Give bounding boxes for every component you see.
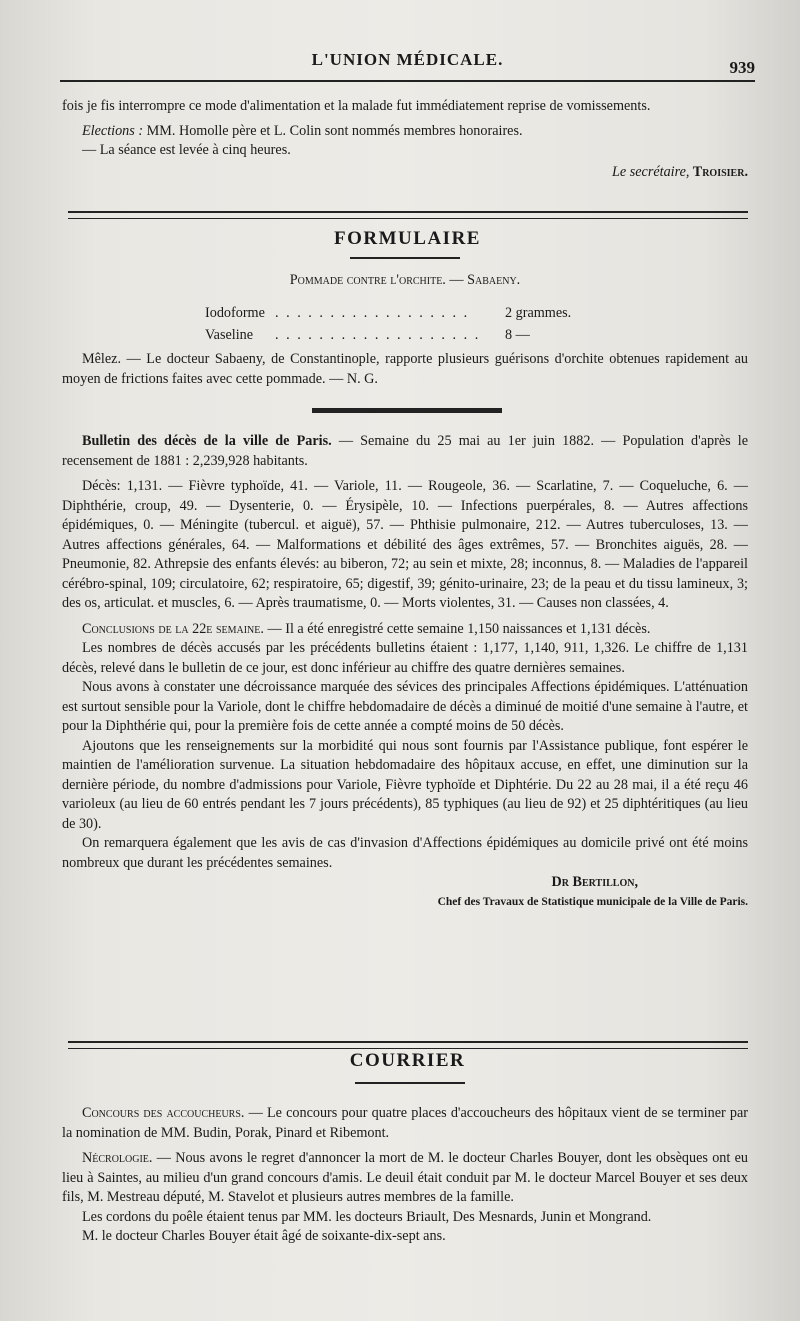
page-number: 939 <box>729 58 755 77</box>
secretary-name: Troisier. <box>689 163 748 180</box>
age-paragraph: M. le docteur Charles Bouyer était âgé de soixante-dix-sept ans. <box>82 1228 446 1244</box>
concours-text: — Le concours pour quatre places d'accoucheurs des hôpitaux vient de se terminer par la nomination de MM. Budin, Porak, Pinard et Ribemont. <box>62 1105 748 1141</box>
conclusions-paragraph <box>62 620 748 640</box>
secretary-signature <box>62 163 748 183</box>
section-divider <box>68 211 748 219</box>
header-rule <box>60 80 755 82</box>
necrologie-text: — Nous avons le regret d'annoncer la mort de M. le docteur Charles Bouyer, dont les obsèques ont eu lieu à Saintes, au milieu d'un grand concours d'amis. Le deuil était conduit par M. le docteur Marcel Bouyer et ses deux fils, M. Mestreau député, M. Stavelot et plusieurs autres membres de la famille. <box>62 1150 748 1205</box>
necrologie-label: Nécrologie. <box>82 1150 153 1166</box>
leader-dots: . . . . . . . . . . . . . . . . . . <box>275 305 470 321</box>
conclusions-label: Conclusions de la 22e semaine. <box>82 620 264 637</box>
signature-name <box>62 873 748 893</box>
section-divider-short <box>312 408 502 413</box>
ingredient-quantity: 8 — <box>505 327 530 343</box>
ingredient-quantity: 2 grammes. <box>505 305 572 321</box>
recipe-row <box>205 302 625 324</box>
nombres-paragraph: Les nombres de décès accusés par les précédents bulletins étaient : 1,177, 1,140, 911, 1,326. Le chiffre de 1,131 décès, relevé dans le bulletin de ce jour, est donc inférieur au chiffre des quatre dernières semaines. <box>62 640 748 676</box>
courrier-title: COURRIER <box>349 1050 466 1071</box>
intro-section <box>62 97 748 182</box>
elections-text: MM. Homolle père et L. Colin sont nommés membres honoraires. <box>143 122 523 139</box>
title-underline <box>350 257 460 259</box>
bulletin-heading: Bulletin des décès de la ville de Paris. <box>82 433 332 449</box>
courrier-section <box>62 1104 748 1247</box>
conclusions-text: — Il a été enregistré cette semaine 1,150 naissances et 1,131 décès. <box>263 620 651 637</box>
elections-paragraph <box>62 122 748 142</box>
signature-title: Chef des Travaux de Statistique municipale de la Ville de Paris. <box>437 895 748 908</box>
journal-title: L'UNION MÉDICALE. <box>311 50 504 69</box>
ajoutons-paragraph: Ajoutons que les renseignements sur la morbidité qui nous sont fournis par l'Assistance publique, font espérer le maintien de l'amélioration survenue. La situation hebdomadaire des hôpitaux accuse, en effet, une diminution sur la dernière période, du nombre d'admissions pour Variole, Fièvre typhoïde et Diphtérie. Du 22 au 28 mai, il a été reçu 46 varioleux (au lieu de 60 entrés pendant les 7 jours précédents), 85 typhiques (au lieu de 92) et 25 diphtéritiques (au lieu de 30). <box>62 737 748 832</box>
cordons-paragraph: Les cordons du poêle étaient tenus par MM. les docteurs Briault, Des Mesnards, Junin et Mongrand. <box>82 1208 652 1225</box>
elections-label: Elections : <box>82 122 144 139</box>
necrologie-paragraph <box>62 1149 748 1208</box>
formulaire-title: FORMULAIRE <box>334 228 481 249</box>
formula-text-block <box>62 350 748 389</box>
seance-line: — La séance est levée à cinq heures. <box>82 142 291 158</box>
formula-subtitle-wrap <box>62 271 748 291</box>
remarquera-paragraph: On remarquera également que les avis de cas d'invasion d'Affections épidémiques au domicile privé ont été moins nombreux que durant les précédentes semaines. <box>62 835 748 871</box>
running-head <box>60 46 755 82</box>
section-divider <box>68 1041 748 1049</box>
bulletin-section <box>62 432 748 912</box>
signature-author: Dr Bertillon, <box>551 874 638 890</box>
deces-paragraph: Décès: 1,131. — Fièvre typhoïde, 41. — Variole, 11. — Rougeole, 36. — Scarlatine, 7. — Coqueluche, 6. — Diphthérie, croup, 49. — Dysenterie, 0. — Érysipèle, 10. — Infections puerpérales, 8. — Autres affections épidémiques, 0. — Méningite (tubercul. et aiguë), 57. — Phthisie pulmonaire, 212. — Autres tuberculoses, 13. — Autres affections générales, 64. — Malformations et débilité des âges extrêmes, 57. — Bronchites aiguës, 28. — Pneumonie, 82. Athrepsie des enfants élevés: au biberon, 72; au sein et mixte, 28; inconnus, 8. — Maladies de l'appareil cérébro-spinal, 109; circulatoire, 62; respiratoire, 65; digestif, 39; génito-urinaire, 23; de la peau et du tissu lamineux, 3; des os, articulat. et muscles, 6. — Après traumatisme, 0. — Morts violentes, 31. — Causes non classées, 4. <box>62 478 748 611</box>
ingredient-name: Vaseline <box>205 327 254 343</box>
secretary-label: Le secrétaire, <box>611 163 690 180</box>
recipe-list <box>205 302 625 346</box>
intro-paragraph: fois je fis interrompre ce mode d'alimentation et la malade fut immédiatement reprise de vomissements. <box>62 98 651 114</box>
title-underline <box>355 1082 465 1084</box>
concours-paragraph <box>62 1104 748 1143</box>
concours-label: Concours des accoucheurs. <box>82 1105 245 1121</box>
formula-subtitle: Pommade contre l'orchite. — Sabaeny. <box>289 272 521 288</box>
decroissance-paragraph: Nous avons à constater une décroissance marquée des sévices des principales Affections épidémiques. L'atténuation est surtout sensible pour la Variole, dont le chiffre hebdomadaire de décès a diminué de moitié d'une semaine à l'autre, et pour la Diphthérie qui, pour la première fois de cette année a compté moins de 50 décès. <box>62 679 748 734</box>
bulletin-heading-paragraph <box>62 432 748 471</box>
ingredient-name: Iodoforme <box>205 305 265 321</box>
bulletin-heading-text: — Semaine du 25 mai au 1er juin 1882. — Population d'après le recensement de 1881 : 2,239,928 habitants. <box>62 433 749 469</box>
recipe-row <box>205 324 625 346</box>
formula-text: Mêlez. — Le docteur Sabaeny, de Constantinople, rapporte plusieurs guérisons d'orchite obtenues rapidement au moyen de frictions faites avec cette pommade. — N. G. <box>62 351 748 387</box>
leader-dots: . . . . . . . . . . . . . . . . . . . <box>275 327 481 343</box>
